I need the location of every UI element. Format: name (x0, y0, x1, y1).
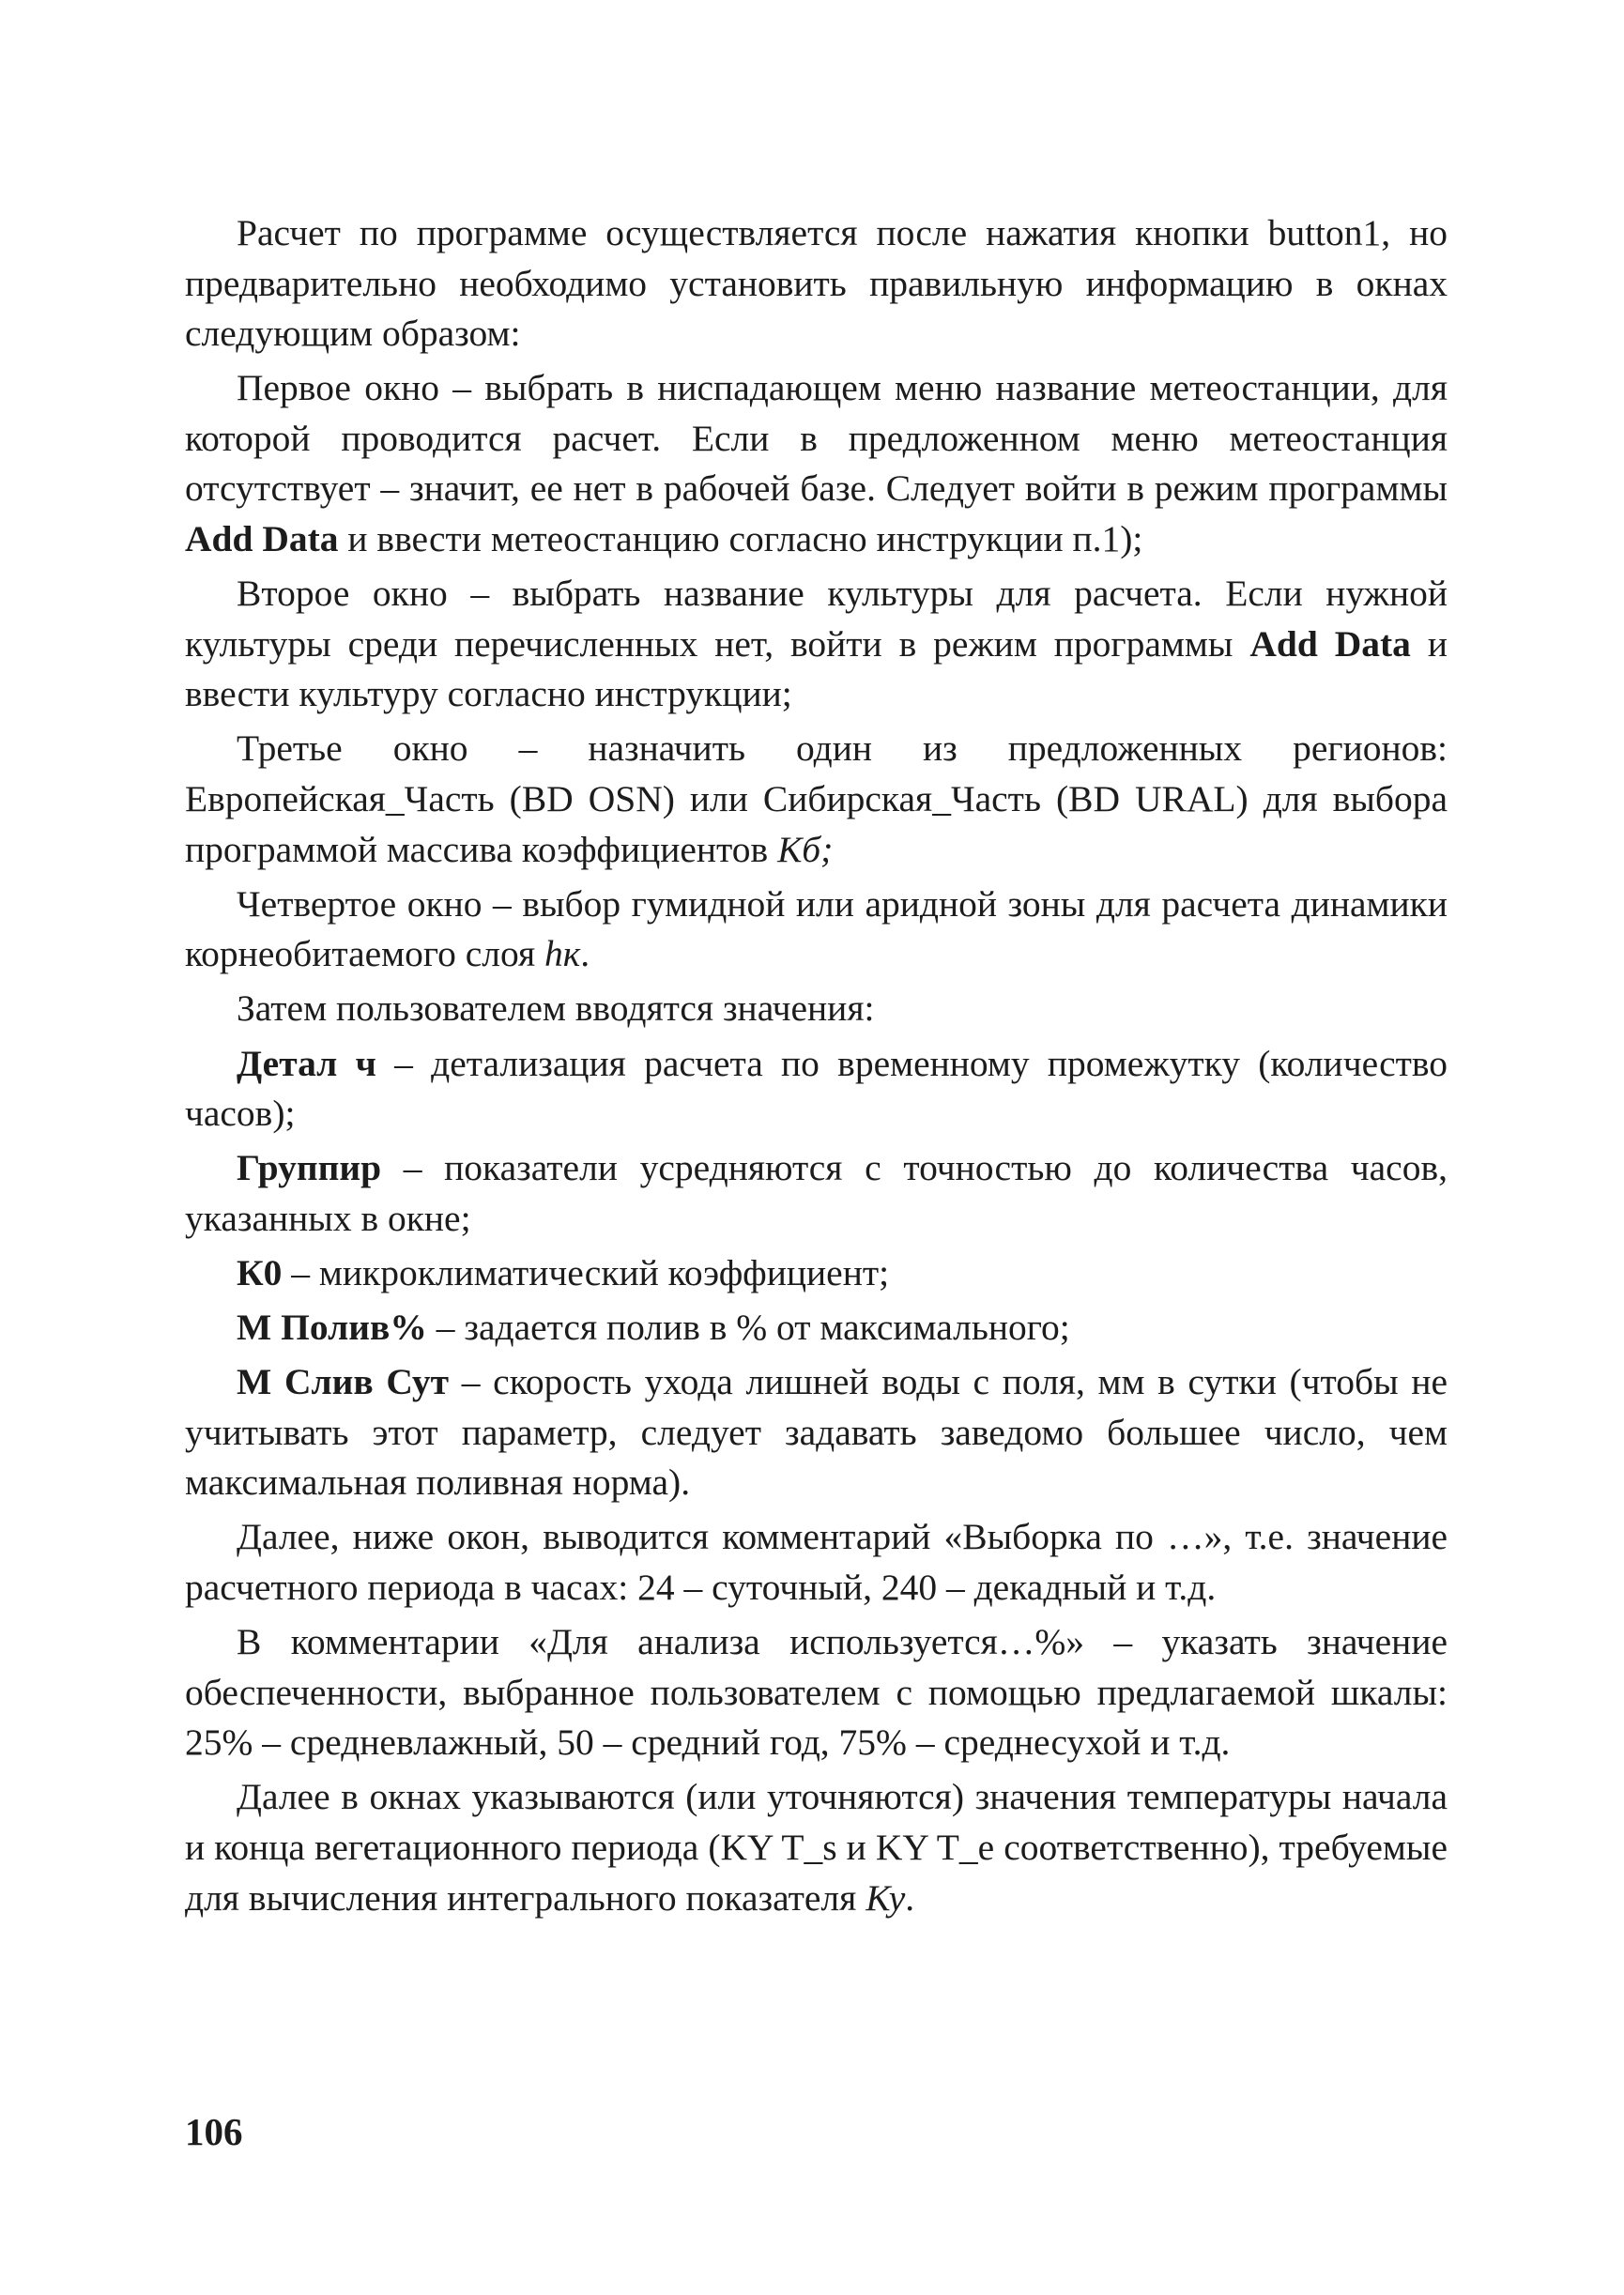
program-mode-name: Add Data (185, 518, 339, 560)
paragraph-text: Далее в окнах указываются (или уточняются) значения температуры начала и конца вегетационного периода (KY T_s и KY T_e соответственно), требуемые для вычисления интегрального показателя (185, 1776, 1448, 1919)
paragraph-text: Далее, ниже окон, выводится комментарий «Выборка по …», т.е. значение расчетного периода в часах: 24 – суточный, 240 – декадный и т.д. (185, 1516, 1448, 1608)
paragraph-irrigation-percent (185, 1303, 1448, 1354)
paragraph-values-intro (185, 984, 1448, 1034)
paragraph-first-window (185, 363, 1448, 564)
paragraph-text: Второе окно – выбрать название культуры для расчета. Если нужной культуры среди перечисленных нет, войти в режим программы (185, 573, 1448, 665)
paragraph-text: – микроклиматический коэффициент; (282, 1251, 890, 1293)
paragraph-sample-comment (185, 1512, 1448, 1613)
paragraph-text: и ввести метеостанцию согласно инструкции п.1); (338, 518, 1143, 560)
paragraph-text: Первое окно – выбрать в ниспадающем меню название метеостанции, для которой проводится расчет. Если в предложенном меню метеостанция отсутствует – значит, ее нет в рабочей базе. Следует войти в режим программы (185, 367, 1448, 510)
paragraph-detail-hours (185, 1039, 1448, 1140)
paragraph-text: – показатели усредняются с точностью до количества часов, указанных в окне; (185, 1147, 1448, 1239)
paragraph-third-window (185, 724, 1448, 875)
paragraph-text: Затем пользователем вводятся значения: (237, 987, 875, 1030)
layer-symbol: hк (544, 933, 581, 975)
program-mode-name: Add Data (1249, 622, 1411, 665)
paragraph-k0 (185, 1248, 1448, 1299)
paragraph-text: Третье окно – назначить один из предложенных регионов: Европейская_Часть (BD OSN) или Сибирская_Часть (BD URAL) для выбора программой массива коэффициентов (185, 727, 1448, 870)
parameter-term: Группир (237, 1147, 382, 1189)
paragraph-analysis-comment (185, 1617, 1448, 1768)
paragraph-second-window (185, 569, 1448, 720)
parameter-term: Детал ч (237, 1042, 376, 1084)
page-body (185, 208, 1448, 1928)
paragraph-text: Расчет по программе осуществляется после нажатия кнопки button1, но предварительно необходимо установить правильную информацию в окнах следующим образом: (185, 212, 1448, 355)
parameter-term: М Слив Сут (237, 1361, 450, 1403)
page-number: 106 (185, 2110, 243, 2153)
paragraph-text: и ввести культуру согласно инструкции; (185, 622, 1448, 715)
paragraph-drain-rate (185, 1357, 1448, 1508)
paragraph-calculation-start (185, 208, 1448, 360)
coefficient-symbol: Кб; (777, 828, 834, 870)
paragraph-text: . (580, 933, 590, 975)
paragraph-text: – детализация расчета по временному промежутку (количество часов); (185, 1042, 1448, 1135)
paragraph-text: В комментарии «Для анализа используется…%» – указать значение обеспеченности, выбранное пользователем с помощью предлагаемой шкалы: 25% – средневлажный, 50 – средний год, 75% – среднесухой и т.д. (185, 1621, 1448, 1764)
paragraph-text: . (905, 1876, 915, 1919)
paragraph-text: – задается полив в % от максимального; (426, 1306, 1070, 1348)
indicator-symbol: Ку (866, 1876, 906, 1919)
parameter-term: М Полив% (237, 1306, 427, 1348)
paragraph-text: – скорость ухода лишней воды с поля, мм в сутки (чтобы не учитывать этот параметр, следует задавать заведомо большее число, чем максимальная поливная норма). (185, 1361, 1448, 1504)
parameter-term: К0 (237, 1251, 283, 1293)
paragraph-grouping (185, 1143, 1448, 1244)
paragraph-temperature-windows (185, 1772, 1448, 1923)
paragraph-fourth-window (185, 880, 1448, 980)
paragraph-text: Четвертое окно – выбор гумидной или аридной зоны для расчета динамики корнеобитаемого слоя (185, 882, 1448, 975)
